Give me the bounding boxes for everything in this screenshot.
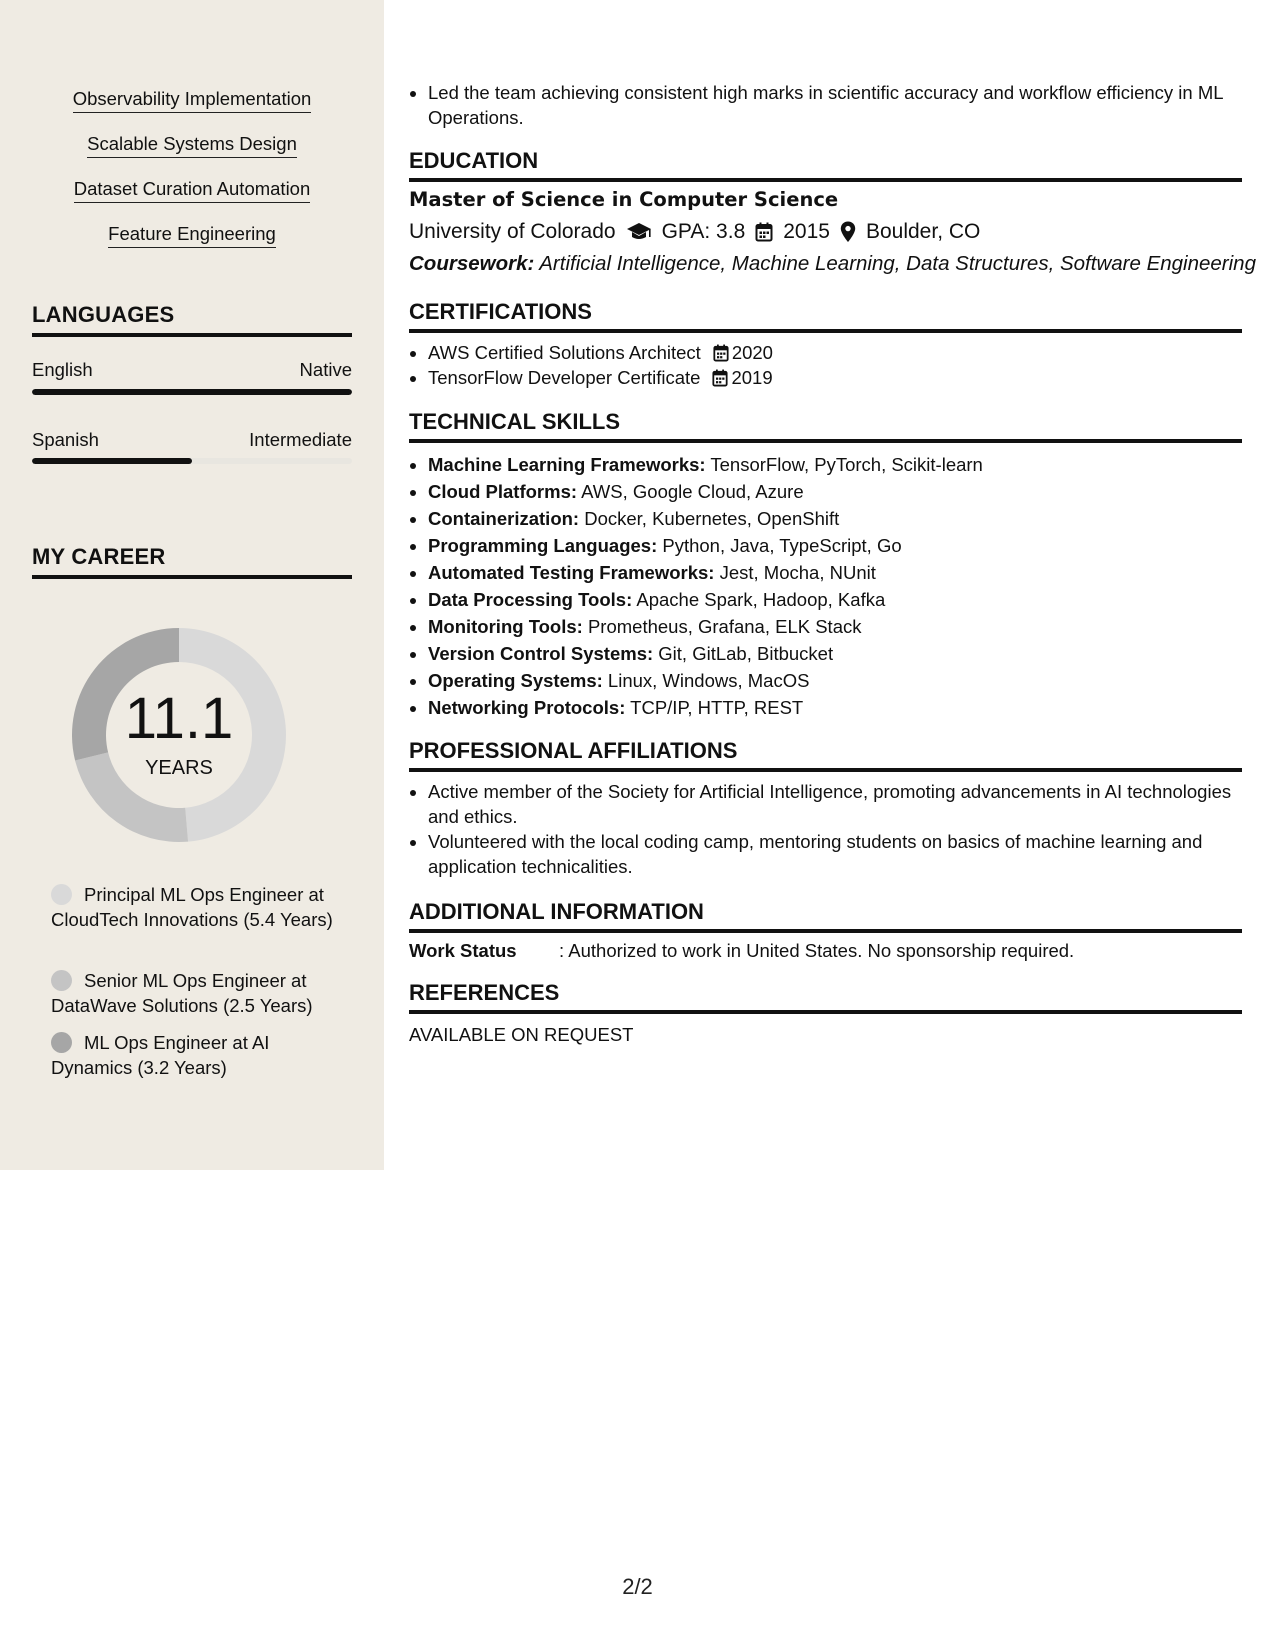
career-legend-item [51, 968, 341, 1018]
experience-bullets [409, 80, 1261, 130]
skill-link-observability[interactable]: Observability Implementation [0, 88, 384, 110]
education-details [409, 220, 980, 244]
career-item-text: ML Ops Engineer at AI Dynamics (3.2 Years) [51, 1032, 270, 1078]
certification-item [428, 340, 1261, 365]
career-item-text: Senior ML Ops Engineer at DataWave Solutions (2.5 Years) [51, 970, 313, 1016]
certifications-heading: CERTIFICATIONS [409, 299, 1242, 333]
location-pin-icon [840, 221, 856, 243]
calendar-icon [712, 369, 728, 387]
certification-item [428, 365, 1261, 390]
technical-skills-heading: TECHNICAL SKILLS [409, 409, 1242, 443]
graduation-cap-icon [626, 222, 652, 242]
career-total-years: 11.1 [124, 686, 234, 751]
language-row-spanish [32, 429, 352, 451]
experience-bullet: • Led the team achieving consistent high marks in scientific accuracy and workflow efficiency in ML Operations. [428, 80, 1261, 130]
certification-name: AWS Certified Solutions Architect [428, 342, 701, 363]
work-status-value: : Authorized to work in United States. No sponsorship required. [559, 940, 1075, 961]
language-bar-fill [32, 458, 192, 464]
language-row-english [32, 359, 352, 381]
language-bar-spanish [32, 458, 352, 464]
degree-title: Master of Science in Computer Science [409, 188, 839, 211]
skill-item: • Automated Testing Frameworks: Jest, Mocha, NUnit [428, 559, 1261, 586]
affiliation-item: • Volunteered with the local coding camp, mentoring students on basics of machine learning and application technicalities. [428, 829, 1261, 879]
certification-name: TensorFlow Developer Certificate [428, 367, 701, 388]
page-number: 2/2 [622, 1574, 653, 1599]
languages-heading: LANGUAGES [32, 302, 352, 337]
coursework-label: Coursework: [409, 252, 535, 275]
calendar-icon [755, 222, 773, 242]
career-legend-item [51, 1030, 341, 1080]
skill-link-dataset-curation[interactable]: Dataset Curation Automation [0, 178, 384, 200]
skill-item: • Networking Protocols: TCP/IP, HTTP, REST [428, 694, 1261, 721]
coursework [409, 252, 1256, 276]
language-bar-fill [32, 389, 352, 395]
skill-item: • Cloud Platforms: AWS, Google Cloud, Azure [428, 478, 1261, 505]
certifications-list [409, 340, 1261, 390]
references-text: AVAILABLE ON REQUEST [409, 1024, 634, 1045]
coursework-list: Artificial Intelligence, Machine Learning, Data Structures, Software Engineering [539, 252, 1256, 275]
education-heading: EDUCATION [409, 148, 1242, 182]
language-name: English [32, 359, 93, 380]
gpa: GPA: 3.8 [661, 220, 746, 243]
certification-date: 2020 [701, 342, 773, 363]
career-legend-item [51, 882, 341, 932]
school-name: University of Colorado [409, 220, 616, 243]
career-heading: MY CAREER [32, 544, 352, 579]
career-item-text: Principal ML Ops Engineer at CloudTech Innovations (5.4 Years) [51, 884, 333, 930]
legend-dot [51, 1032, 72, 1053]
skill-link-scalable-systems[interactable]: Scalable Systems Design [0, 133, 384, 155]
language-bar-english [32, 389, 352, 395]
language-level: Intermediate [249, 429, 352, 450]
skill-item: • Version Control Systems: Git, GitLab, Bitbucket [428, 640, 1261, 667]
work-status-row [409, 940, 1074, 962]
skill-item: • Programming Languages: Python, Java, TypeScript, Go [428, 532, 1261, 559]
skill-item: • Containerization: Docker, Kubernetes, OpenShift [428, 505, 1261, 532]
legend-dot [51, 884, 72, 905]
career-years-label: YEARS [145, 757, 213, 779]
skill-item: • Monitoring Tools: Prometheus, Grafana, ELK Stack [428, 613, 1261, 640]
skill-item: • Data Processing Tools: Apache Spark, Hadoop, Kafka [428, 586, 1261, 613]
affiliation-item: • Active member of the Society for Artificial Intelligence, promoting advancements in AI technologies and ethics. [428, 779, 1261, 829]
graduation-year: 2015 [783, 220, 830, 243]
technical-skills-list [409, 451, 1261, 721]
skill-link-feature-engineering[interactable]: Feature Engineering [0, 223, 384, 245]
additional-info-heading: ADDITIONAL INFORMATION [409, 899, 1242, 933]
legend-dot [51, 970, 72, 991]
references-heading: REFERENCES [409, 980, 1242, 1014]
work-status-label: Work Status [409, 940, 517, 961]
skill-item: • Machine Learning Frameworks: TensorFlow, PyTorch, Scikit-learn [428, 451, 1261, 478]
skill-item: • Operating Systems: Linux, Windows, MacOS [428, 667, 1261, 694]
language-level: Native [299, 359, 352, 380]
affiliations-list [409, 779, 1261, 879]
school-location: Boulder, CO [865, 220, 981, 243]
sidebar [0, 0, 384, 1170]
calendar-icon [713, 344, 729, 362]
language-name: Spanish [32, 429, 99, 450]
affiliations-heading: PROFESSIONAL AFFILIATIONS [409, 738, 1242, 772]
certification-date: 2019 [700, 367, 772, 388]
